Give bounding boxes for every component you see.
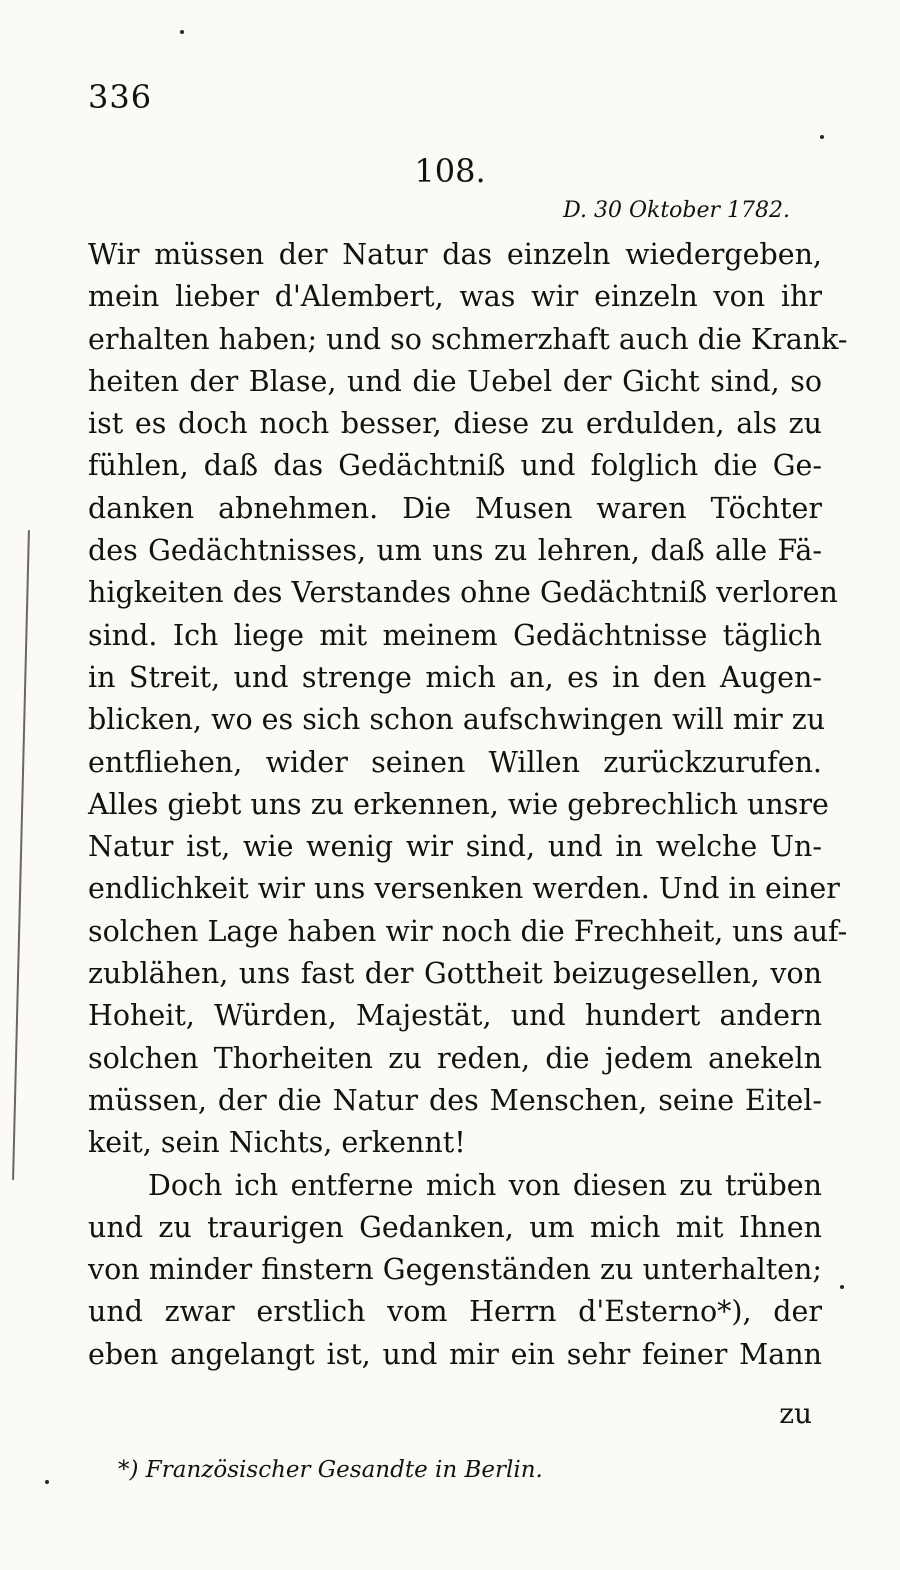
- text-line: solchen Thorheiten zu reden, die jedem anekeln: [88, 1041, 822, 1075]
- text-line: erhalten haben; und so schmerzhaft auch die Krank-: [88, 322, 848, 356]
- text-line: zublähen, uns fast der Gottheit beizugesellen, von: [88, 957, 822, 991]
- text-line: heiten der Blase, und die Uebel der Gicht sind, so: [88, 364, 822, 398]
- text-line: sind. Ich liege mit meinem Gedächtnisse täglich: [88, 618, 822, 652]
- paper-speck: [820, 135, 824, 139]
- text-line: endlichkeit wir uns versenken werden. Und in einer: [88, 872, 840, 906]
- text-line: und zu traurigen Gedanken, um mich mit Ihnen: [88, 1210, 822, 1244]
- paper-speck: [45, 1480, 49, 1484]
- text-line: Doch ich entferne mich von diesen zu trüben: [148, 1168, 822, 1202]
- text-line: keit, sein Nichts, erkennt!: [88, 1126, 466, 1160]
- catchword: zu: [779, 1397, 812, 1430]
- text-line: Hoheit, Würden, Majestät, und hundert andern: [88, 999, 822, 1033]
- text-line: von minder finstern Gegenständen zu unterhalten;: [88, 1253, 822, 1287]
- text-line: und zwar erstlich vom Herrn d'Esterno*), der: [88, 1295, 822, 1329]
- text-line: blicken, wo es sich schon aufschwingen will mir zu: [88, 703, 826, 737]
- text-line: müssen, der die Natur des Menschen, seine Eitel-: [88, 1083, 822, 1117]
- paragraph: [88, 1165, 822, 1376]
- dateline: D. 30 Oktober 1782.: [563, 198, 790, 223]
- footnote: *) Französischer Gesandte in Berlin.: [118, 1457, 543, 1483]
- text-line: fühlen, daß das Gedächtniß und folglich die Ge-: [88, 449, 822, 483]
- text-line: Wir müssen der Natur das einzeln wiedergeben,: [88, 238, 822, 271]
- text-line: eben angelangt ist, und mir ein sehr feiner Mann: [88, 1337, 822, 1371]
- paper-speck: [180, 30, 184, 34]
- text-line: ist es doch noch besser, diese zu erdulden, als zu: [88, 407, 822, 441]
- text-line: Natur ist, wie wenig wir sind, und in welche Un-: [88, 830, 822, 864]
- text-line: solchen Lage haben wir noch die Frechheit, uns auf-: [88, 914, 848, 948]
- text-line: in Streit, und strenge mich an, es in den Augen-: [88, 660, 822, 694]
- text-line: higkeiten des Verstandes ohne Gedächtniß verloren: [88, 576, 838, 610]
- letter-number: 108.: [414, 152, 486, 190]
- text-line: mein lieber d'Alembert, was wir einzeln von ihr: [88, 280, 822, 314]
- margin-pencil-mark: [12, 530, 30, 1180]
- paragraph: [88, 234, 848, 1165]
- text-line: entfliehen, wider seinen Willen zurückzurufen.: [88, 745, 822, 779]
- text-line: Alles giebt uns zu erkennen, wie gebrechlich unsre: [88, 787, 829, 821]
- paper-speck: [840, 1285, 844, 1289]
- page-number: 336: [88, 78, 153, 116]
- text-line: des Gedächtnisses, um uns zu lehren, daß alle Fä-: [88, 534, 822, 568]
- letter-body: [88, 234, 848, 1376]
- text-line: danken abnehmen. Die Musen waren Töchter: [88, 491, 822, 525]
